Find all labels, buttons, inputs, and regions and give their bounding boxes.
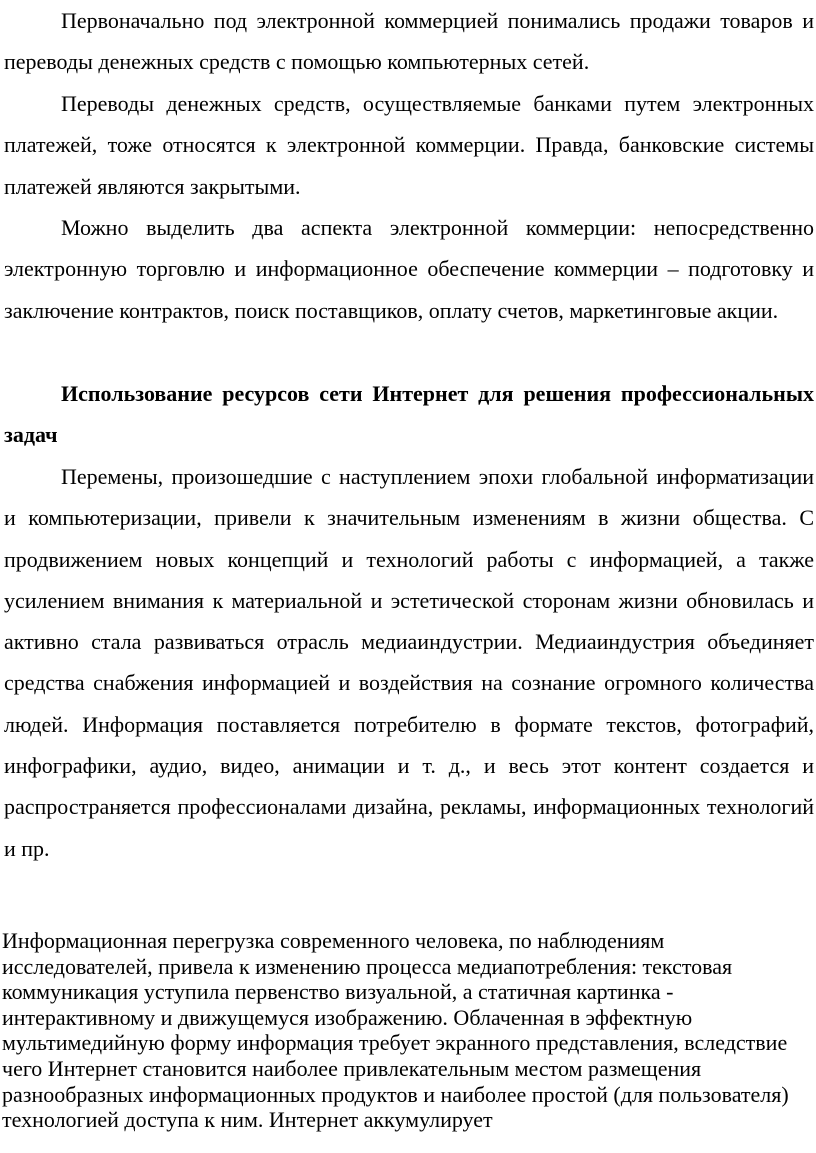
paragraph-information-overload: Информационная перегрузка современного человека, по наблюдениям исследователей, привела к изменению процесса медиапотребления: текстовая коммуникация уступила первенство визуальной, а статичная картинка - интерактивному и движущемуся изображению. Облаченная в эффектную мультимедийную форму информация требует экранного представления, вследствие чего Интернет становится наиболее привлекательным местом размещения разнообразных информационных продуктов и наиболее простой (для пользователя) технологией доступа к ним. Интернет аккумулирует — [2, 928, 789, 1133]
paragraph-ecommerce-aspects: Можно выделить два аспекта электронной коммерции: непосредственно электронную торговлю и информационное обеспечение коммерции – подготовку и заключение контрактов, поиск поставщиков, оплату счетов, маркетинговые акции. — [4, 215, 814, 323]
section-heading: Использование ресурсов сети Интернет для решения профессиональных задач — [4, 381, 814, 448]
paragraph-media-industry: Перемены, произошедшие с наступлением эпохи глобальной информатизации и компьютеризации, привели к значительным изменениям в жизни общества. С продвижением новых концепций и технологий работы с информацией, а также усилением внимания к материальной и эстетической сторонам жизни обновилась и активно стала развиваться отрасль медиаиндустрии. Медиаиндустрия объединяет средства снабжения информацией и воздействия на сознание огромного количества людей. Информация поставляется потребителю в формате текстов, фотографий, инфографики, аудио, видео, анимации и т. д., и весь этот контент создается и распространяется профессионалами дизайна, рекламы, информационных технологий и пр. — [4, 464, 814, 861]
paragraph-bank-transfers: Переводы денежных средств, осуществляемые банками путем электронных платежей, тоже относятся к электронной коммерции. Правда, банковские системы платежей являются закрытыми. — [4, 91, 814, 199]
paragraph-ecommerce-origins: Первоначально под электронной коммерцией понимались продажи товаров и переводы денежных средств с помощью компьютерных сетей. — [4, 8, 814, 75]
